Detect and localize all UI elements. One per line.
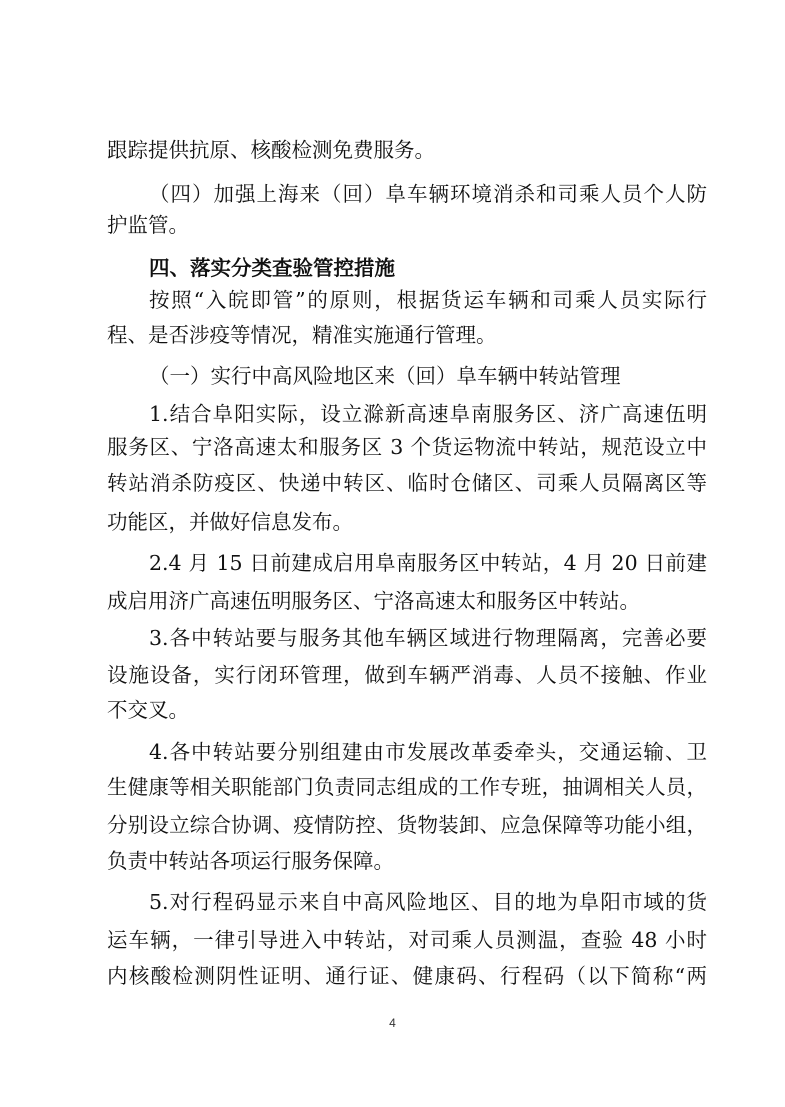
paragraph-line: 服务区、宁洛高速太和服务区 3 个货运物流中转站，规范设立中: [107, 435, 707, 459]
paragraph-line: 设施设备，实行闭环管理，做到车辆严消毒、人员不接触、作业: [107, 663, 707, 687]
paragraph-line: 转站消杀防疫区、快递中转区、临时仓储区、司乘人员隔离区等: [107, 471, 707, 495]
paragraph-line: 运车辆，一律引导进入中转站，对司乘人员测温，查验 48 小时: [107, 928, 707, 952]
paragraph-line: 3.各中转站要与服务其他车辆区域进行物理隔离，完善必要: [149, 626, 707, 650]
paragraph-line: 2.4 月 15 日前建成启用阜南服务区中转站，4 月 20 日前建: [149, 551, 707, 575]
paragraph-line: 负责中转站各项运行服务保障。: [107, 849, 394, 873]
paragraph-line: 程、是否涉疫等情况，精准实施通行管理。: [107, 323, 497, 347]
section-heading: 四、落实分类查验管控措施: [149, 256, 395, 280]
page-number: 4: [389, 1016, 396, 1030]
paragraph-line: 分别设立综合协调、疫情防控、货物装卸、应急保障等功能小组，: [107, 813, 707, 837]
paragraph-line: 4.各中转站要分别组建由市发展改革委牵头，交通运输、卫: [149, 740, 707, 764]
paragraph-line: 5.对行程码显示来自中高风险地区、目的地为阜阳市域的货: [149, 890, 707, 914]
paragraph-line: 跟踪提供抗原、核酸检测免费服务。: [107, 138, 435, 162]
paragraph-line: 生健康等相关职能部门负责同志组成的工作专班，抽调相关人员，: [107, 775, 707, 799]
subsection-heading: （一）实行中高风险地区来（回）阜车辆中转站管理: [149, 364, 621, 388]
subsection-heading-line: （四）加强上海来（回）阜车辆环境消杀和司乘人员个人防: [149, 182, 707, 206]
paragraph-line: 功能区，并做好信息发布。: [107, 510, 353, 534]
paragraph-line: 护监管。: [107, 213, 189, 237]
paragraph-line: 内核酸检测阴性证明、通行证、健康码、行程码（以下简称“两: [107, 964, 707, 988]
paragraph-line: 1.结合阜阳实际，设立滁新高速阜南服务区、济广高速伍明: [149, 402, 707, 426]
paragraph-line: 成启用济广高速伍明服务区、宁洛高速太和服务区中转站。: [107, 589, 640, 613]
paragraph-line: 不交叉。: [107, 698, 189, 722]
paragraph-line: 按照“入皖即管”的原则，根据货运车辆和司乘人员实际行: [149, 288, 707, 312]
